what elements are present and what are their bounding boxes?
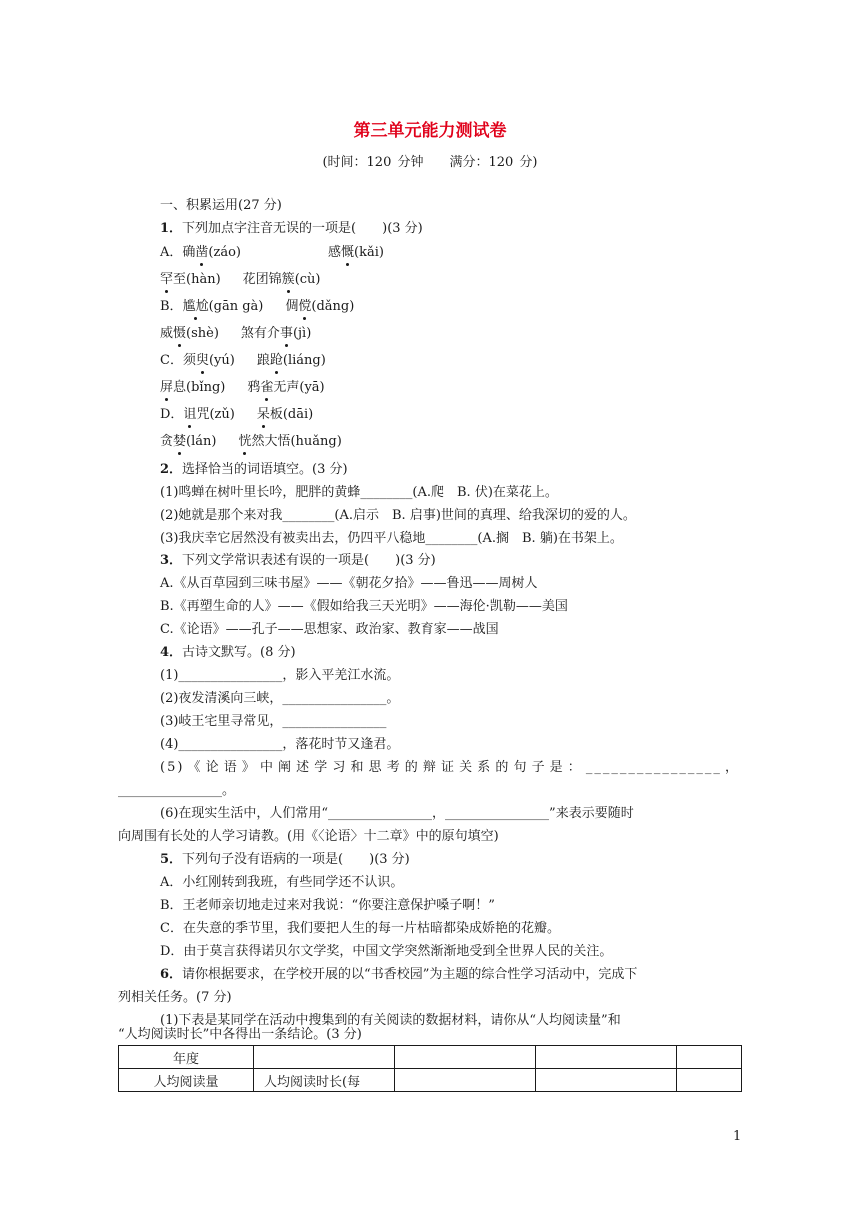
question-5: 5．下列句子没有语病的一项是( )(3 分) <box>160 852 410 867</box>
q1-option-b-line1: B．尴尬(gān gà) 倜傥(dǎng) <box>160 299 355 314</box>
section-heading: 一、积累运用(27 分) <box>160 198 282 213</box>
q4-item-6-cont: 向周围有长处的人学习请教。(用《〈论语〉十二章》中的原句填空) <box>118 829 499 844</box>
q6-part-1-cont: “人均阅读时长”中各得出一条结论。(3 分) <box>118 1027 362 1042</box>
page-title: 第三单元能力测试卷 <box>353 121 507 141</box>
q4-item-5: (5)《论语》中阐述学习和思考的辩证关系的句子是：________________， <box>160 760 740 775</box>
question-2: 2．选择恰当的词语填空。(3 分) <box>160 462 348 477</box>
question-4: 4．古诗文默写。(8 分) <box>160 645 296 660</box>
q4-item-5-cont: ________________。 <box>118 783 236 798</box>
q4-item-6: (6)在现实生活中，人们常用“________________，________________”来表示要随时 <box>160 806 634 821</box>
q1-option-c-line2: 屏息(bǐng) 鸦雀无声(yā) <box>160 380 325 395</box>
table-row <box>119 1046 742 1069</box>
question-6: 6．请你根据要求，在学校开展的以“书香校园”为主题的综合性学习活动中，完成下 <box>160 967 638 982</box>
q4-item-4: (4)________________，落花时节又逢君。 <box>160 737 400 752</box>
table-cell: 年度 <box>119 1046 254 1069</box>
question-3: 3．下列文学常识表述有误的一项是( )(3 分) <box>160 553 436 568</box>
q1-option-b-line2: 威慑(shè) 煞有介事(jì) <box>160 326 312 341</box>
q4-item-1: (1)________________，影入平羌江水流。 <box>160 668 400 683</box>
q1-option-d-line2: 贪婪(lán) 恍然大悟(huǎng) <box>160 434 342 449</box>
q2-item-1: (1)鸣蝉在树叶里长吟，肥胖的黄蜂________(A.爬 B. 伏)在菜花上。 <box>160 485 558 500</box>
page-number: 1 <box>733 1129 742 1144</box>
table-cell <box>677 1069 742 1092</box>
q1-option-c-line1: C．须臾(yú) 踉跄(liáng) <box>160 353 326 368</box>
table-cell <box>395 1046 536 1069</box>
question-1: 1．下列加点字注音无误的一项是( )(3 分) <box>160 221 423 236</box>
q1-option-a-line1b: 感慨(kǎi) <box>328 245 384 260</box>
q5-option-b: B．王老师亲切地走过来对我说：“你要注意保护嗓子啊！” <box>160 898 495 913</box>
table-cell <box>395 1069 536 1092</box>
q2-item-2: (2)她就是那个来对我________(A.启示 B. 启事)世间的真理、给我深切的爱的人。 <box>160 508 636 523</box>
q3-option-b: B.《再塑生命的人》——《假如给我三天光明》——海伦·凯勒——美国 <box>160 599 568 614</box>
table-row <box>119 1069 742 1092</box>
reading-data-table <box>118 1045 742 1092</box>
q5-option-d: D．由于莫言获得诺贝尔文学奖，中国文学突然渐渐地受到全世界人民的关注。 <box>160 944 613 959</box>
table-cell <box>254 1046 395 1069</box>
exam-subtitle: (时间：120 分钟 满分：120 分) <box>322 155 538 170</box>
q4-item-2: (2)夜发清溪向三峡，________________。 <box>160 691 400 706</box>
q1-option-d-line1: D．诅咒(zǔ) 呆板(dāi) <box>160 407 314 422</box>
question-6-cont: 列相关任务。(7 分) <box>118 990 232 1005</box>
table-cell: 人均阅读量 <box>119 1069 254 1092</box>
q6-part-1: (1)下表是某同学在活动中搜集到的有关阅读的数据材料，请你从“人均阅读量”和 <box>160 1013 621 1028</box>
q1-option-a-line1: A．确凿(záo) <box>160 245 241 260</box>
q5-option-c: C．在失意的季节里，我们要把人生的每一片枯暗都染成娇艳的花瓣。 <box>160 921 560 936</box>
q1-option-a-line2: 罕至(hàn) 花团锦簇(cù) <box>160 272 321 287</box>
q2-item-3: (3)我庆幸它居然没有被卖出去，仍四平八稳地________(A.搁 B. 躺)在书架上。 <box>160 531 623 546</box>
q4-item-3: (3)岐王宅里寻常见，________________ <box>160 714 387 729</box>
q3-option-a: A.《从百草园到三味书屋》——《朝花夕拾》——鲁迅——周树人 <box>160 576 538 591</box>
table-cell: 人均阅读时长(每 <box>254 1069 395 1092</box>
q3-option-c: C.《论语》——孔子——思想家、政治家、教育家——战国 <box>160 622 499 637</box>
table-cell <box>677 1046 742 1069</box>
q5-option-a: A．小红刚转到我班，有些同学还不认识。 <box>160 875 404 890</box>
table-cell <box>536 1069 677 1092</box>
table-cell <box>536 1046 677 1069</box>
